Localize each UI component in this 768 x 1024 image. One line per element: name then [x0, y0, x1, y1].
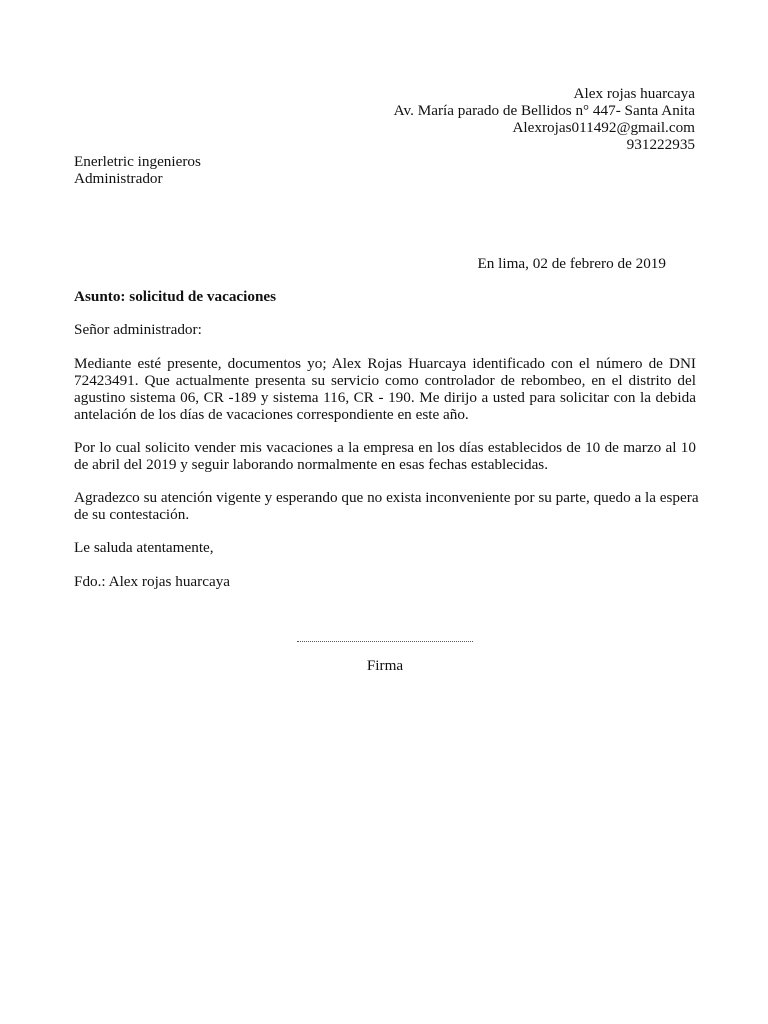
- sender-phone: 931222935: [626, 136, 695, 153]
- recipient-block: [74, 153, 201, 187]
- body-paragraph-3: [74, 489, 699, 523]
- sender-address: Av. María parado de Bellidos n° 447- Santa Anita: [393, 102, 695, 119]
- paragraph-line: antelación de los días de vacaciones correspondiente en este año.: [74, 406, 469, 423]
- body-paragraph-2: [74, 439, 696, 473]
- letter-date: En lima, 02 de febrero de 2019: [477, 255, 666, 272]
- body-paragraph-1: [74, 355, 696, 423]
- paragraph-line: Por lo cual solicito vender mis vacaciones a la empresa en los días establecidos de 10 de marzo al 10: [74, 439, 696, 456]
- paragraph-line: agustino sistema 06, CR -189 y sistema 116, CR - 190. Me dirijo a usted para solicitar con la debida: [74, 389, 696, 406]
- signature-line: [297, 641, 473, 642]
- paragraph-line: de abril del 2019 y seguir laborando normalmente en esas fechas establecidas.: [74, 456, 549, 473]
- paragraph-line: de su contestación.: [74, 506, 190, 523]
- signed-by: Fdo.: Alex rojas huarcaya: [74, 573, 231, 590]
- letter-subject: Asunto: solicitud de vacaciones: [74, 288, 277, 305]
- paragraph-line: 72423491. Que actualmente presenta su servicio como controlador de rebombeo, en el distrito del: [74, 372, 696, 389]
- signature-label: Firma: [366, 657, 404, 674]
- sender-email: Alexrojas011492@gmail.com: [512, 119, 695, 136]
- letter-closing: Le saluda atentamente,: [74, 539, 214, 556]
- recipient-role: Administrador: [74, 170, 163, 187]
- sender-name: Alex rojas huarcaya: [573, 85, 695, 102]
- paragraph-line: Mediante esté presente, documentos yo; Alex Rojas Huarcaya identificado con el número de DNI: [74, 355, 696, 372]
- recipient-company: Enerletric ingenieros: [74, 153, 201, 170]
- paragraph-line: Agradezco su atención vigente y esperando que no exista inconveniente por su parte, quedo a la espera: [74, 489, 699, 506]
- letter-salutation: Señor administrador:: [74, 321, 202, 338]
- sender-block: [275, 85, 695, 153]
